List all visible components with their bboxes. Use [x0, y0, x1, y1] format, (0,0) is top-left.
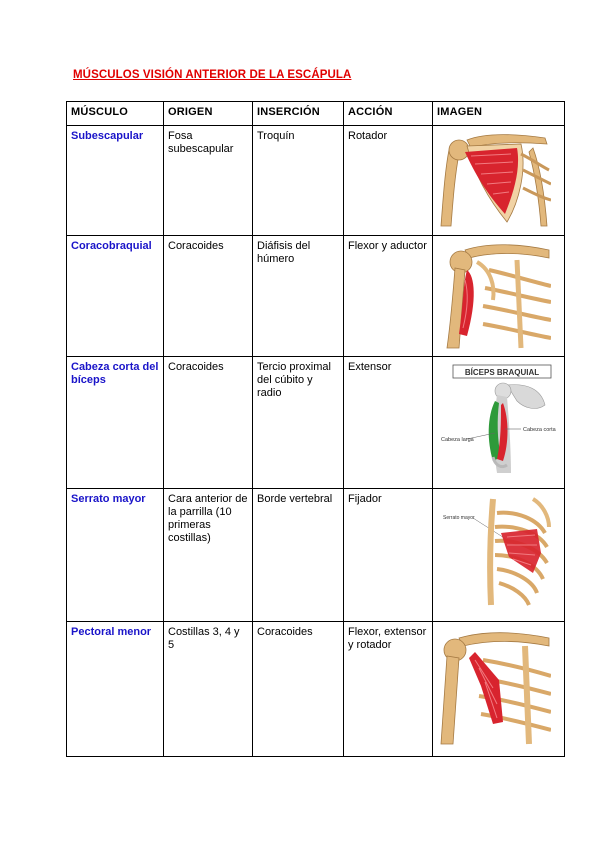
header-image: IMAGEN: [433, 102, 565, 126]
document-title: MÚSCULOS VISIÓN ANTERIOR DE LA ESCÁPULA: [73, 69, 352, 81]
biceps-banner-label: BÍCEPS BRAQUIAL: [464, 368, 540, 377]
header-muscle: MÚSCULO: [67, 102, 164, 126]
header-insertion: INSERCIÓN: [253, 102, 344, 126]
muscle-name: Pectoral menor: [67, 622, 164, 757]
muscle-image-cell: [433, 236, 565, 357]
muscle-insertion: Troquín: [253, 126, 344, 236]
table-row: [67, 236, 565, 357]
muscle-origin: Coracoides: [164, 236, 253, 357]
long-head-label: Cabeza larga: [441, 437, 474, 443]
muscle-insertion: Borde vertebral: [253, 489, 344, 622]
short-head-label: Cabeza corta: [523, 427, 556, 433]
muscle-name: Cabeza corta del bíceps: [67, 357, 164, 489]
muscle-image-cell: [433, 357, 565, 489]
muscle-action: Flexor, extensor y rotador: [344, 622, 433, 757]
muscle-origin: Costillas 3, 4 y 5: [164, 622, 253, 757]
table-row: [67, 126, 565, 236]
muscle-table: [66, 101, 565, 757]
muscle-action: Flexor y aductor: [344, 236, 433, 357]
muscle-image-cell: [433, 489, 565, 622]
muscle-insertion: Diáfisis del húmero: [253, 236, 344, 357]
pectoralis-minor-illustration: [437, 626, 551, 746]
muscle-action: Rotador: [344, 126, 433, 236]
biceps-illustration: [437, 361, 563, 479]
table-row: [67, 357, 565, 489]
header-origin: ORIGEN: [164, 102, 253, 126]
muscle-origin: Cara anterior de la parrilla (10 primeras costillas): [164, 489, 253, 622]
muscle-insertion: Coracoides: [253, 622, 344, 757]
muscle-name: Coracobraquial: [67, 236, 164, 357]
muscle-insertion: Tercio proximal del cúbito y radio: [253, 357, 344, 489]
muscle-image-cell: [433, 622, 565, 757]
muscle-name: Serrato mayor: [67, 489, 164, 622]
header-row: [67, 102, 565, 126]
muscle-origin: Coracoides: [164, 357, 253, 489]
muscle-action: Extensor: [344, 357, 433, 489]
muscle-image-cell: [433, 126, 565, 236]
muscle-name: Subescapular: [67, 126, 164, 236]
table-row: [67, 622, 565, 757]
table-row: [67, 489, 565, 622]
coracobrachialis-illustration: [437, 240, 551, 350]
serratus-label: Serrato mayor: [443, 515, 475, 521]
muscle-origin: Fosa subescapular: [164, 126, 253, 236]
subscapularis-illustration: [437, 130, 551, 228]
muscle-action: Fijador: [344, 489, 433, 622]
header-action: ACCIÓN: [344, 102, 433, 126]
serratus-anterior-illustration: [437, 493, 563, 613]
